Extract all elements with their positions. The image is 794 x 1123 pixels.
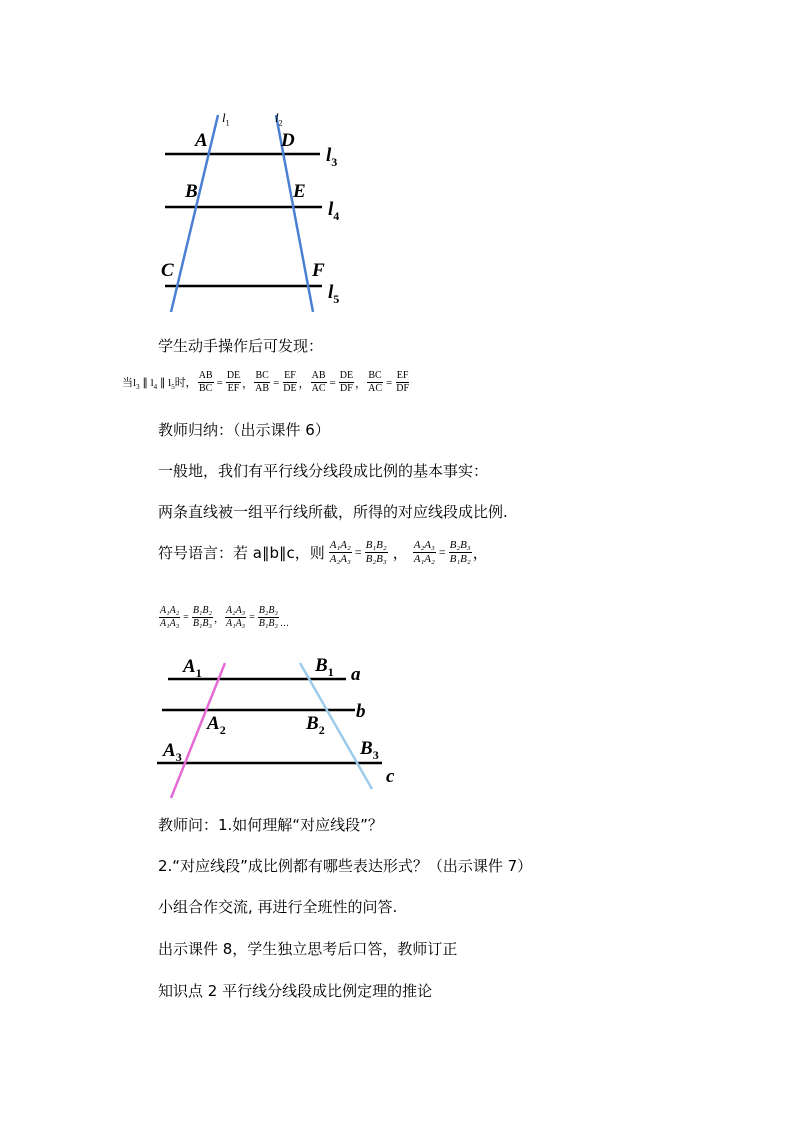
fraction: $\frac{BC}{AC}$ (368, 370, 382, 394)
fraction: $\frac{\text{A₁A₂}}{\text{A₁A₃}}$ (160, 605, 180, 629)
fraction: $\frac{DE}{DF}$ (339, 370, 354, 394)
label-A: A (195, 130, 208, 151)
para-knowledge-point-2: 知识点 2 平行线分线段成比例定理的推论 (158, 982, 433, 1000)
label-l1: $l_1$ (222, 110, 230, 128)
ratio-conclusion: 当$l_3$ ∥ $l_4$ ∥ $l_5$时， $\frac{AB}{BC}$ = $\frac{DE}{EF}$ ， $\frac{BC}{AB}$ = $\frac{EF}{DE}$ ， $\frac{AB}{AC}$ = $\frac{DE}{DF}$ ， $\frac{BC}{AC}$ = $\frac{EF}{DF}$ (122, 370, 410, 394)
label-l4: $l_4$ (328, 199, 340, 223)
symbol-language-line: 符号语言：若 a∥b∥c，则 $\frac{\text{A₁A₂}}{\text{A₂A₃}}$ = $\frac{\text{B₁B₂}}{\text{B₂B₃}}$ ， $\frac{\text{A₂A₃}}{\text{A₁A₂}}$ = $\frac{\text{B₂B₃}}{\text{B₁B₂}}$ ， (158, 539, 488, 565)
label-l3: $l_3$ (326, 145, 338, 169)
para-student-discover: 学生动手操作后可发现： (158, 337, 324, 355)
label-c: c (386, 766, 395, 787)
fraction: $\frac{DE}{EF}$ (226, 370, 241, 394)
fraction: $\frac{\text{A₂A₃}}{\text{A₁A₃}}$ (225, 605, 246, 629)
para-basic-fact: 一般地，我们有平行线分线段成比例的基本事实： (158, 462, 489, 480)
label-D: D (281, 130, 295, 151)
condition-text: 当$l_3$ ∥ $l_4$ ∥ $l_5$时， (122, 376, 197, 392)
label-A1: $A_1$ (183, 656, 202, 680)
label-A3: $A_3$ (163, 740, 182, 764)
fraction: $\frac{\text{B₂B₃}}{\text{B₁B₂}}$ (449, 539, 471, 565)
label-F: F (312, 260, 325, 281)
label-l2: $l_2$ (275, 110, 283, 128)
fraction: $\frac{\text{B₁B₂}}{\text{B₁B₃}}$ (192, 605, 212, 629)
label-A2: $A_2$ (207, 713, 226, 737)
para-theorem: 两条直线被一组平行线所截，所得的对应线段成比例. (158, 503, 508, 521)
label-C: C (161, 260, 174, 281)
fraction: $\frac{\text{B₁B₂}}{\text{B₂B₃}}$ (365, 539, 387, 565)
label-b: b (356, 701, 366, 722)
symbol-language-line-2: $\frac{\text{A₁A₂}}{\text{A₁A₃}}$ = $\frac{\text{B₁B₂}}{\text{B₁B₃}}$ ， $\frac{\text{A₂A₃}}{\text{A₁A₃}}$ = $\frac{\text{B₂B₃}}{\text{B₁B₃}}$ … (160, 605, 289, 629)
label-B: B (185, 181, 198, 202)
label-B2: $B_2$ (306, 713, 325, 737)
fraction: $\frac{BC}{AB}$ (255, 370, 270, 394)
fraction: $\frac{EF}{DE}$ (283, 370, 297, 394)
label-l5: $l_5$ (328, 282, 340, 306)
fraction: $\frac{AB}{AC}$ (311, 370, 326, 394)
para-question-2: 2.“对应线段”成比例都有哪些表达形式？（出示课件 7） (158, 857, 533, 875)
para-teacher-summary: 教师归纳：（出示课件 6） (158, 421, 330, 439)
fraction: $\frac{\text{A₂A₃}}{\text{A₁A₂}}$ (413, 539, 435, 565)
para-group-discussion: 小组合作交流, 再进行全班性的问答. (158, 898, 398, 916)
fraction: $\frac{EF}{DF}$ (396, 370, 410, 394)
label-E: E (293, 181, 306, 202)
label-B1: $B_1$ (315, 655, 334, 679)
para-courseware-8: 出示课件 8，学生独立思考后口答，教师订正 (158, 940, 458, 958)
fraction: $\frac{\text{A₁A₂}}{\text{A₂A₃}}$ (329, 539, 351, 565)
label-a: a (351, 664, 361, 685)
fraction: $\frac{AB}{BC}$ (198, 370, 213, 394)
label-B3: $B_3$ (360, 738, 379, 762)
para-teacher-question: 教师问：1.如何理解“对应线段”？ (158, 816, 383, 834)
fraction: $\frac{\text{B₂B₃}}{\text{B₁B₃}}$ (258, 605, 278, 629)
